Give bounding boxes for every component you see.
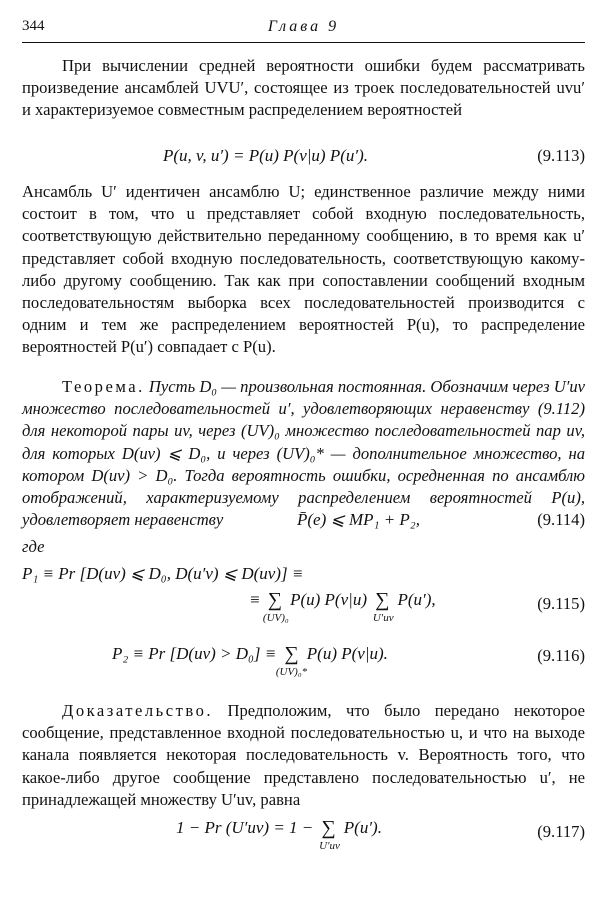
- equation-number-9-113: (9.113): [537, 146, 585, 165]
- equation-number-9-114: (9.114): [537, 510, 585, 529]
- equation-number-9-116: (9.116): [537, 646, 585, 665]
- where-label: где: [22, 537, 45, 556]
- equation-number-9-115: (9.115): [537, 594, 585, 613]
- chapter-title: Глава 9: [267, 18, 340, 35]
- equation-9-113: P(u, v, u′) = P(u) P(v|u) P(u′).: [163, 146, 368, 165]
- paragraph-ensemble: Ансамбль U′ идентичен ансамблю U; единственное различие между ними состоит в том, что u представляет собой входную последовательность, соответствующую действительно переданному сообщению, в то время как u′ представляет собой входную последовательность, соответствующую какому-либо другому сообщению. Так как при сопоставлении сообщений входным последовательностям выборка всех последовательностей производится с одним и тем же распределением вероятностей P(u), то распределение вероятностей P(u′) совпадает с P(u).: [22, 182, 585, 357]
- equation-number-9-117: (9.117): [537, 822, 585, 841]
- header-rule: [22, 42, 585, 43]
- equation-9-115-line2: ≡ ∑ (UV)₀ P(u) P(v|u) ∑ U′uv P(u′),: [250, 589, 436, 624]
- equation-9-117: 1 − Pr (U′uv) = 1 − ∑ U′uv P(u′).: [176, 817, 382, 852]
- proof: [22, 700, 585, 811]
- summation-sign: ∑ U′uv: [372, 589, 394, 624]
- proof-label: Доказательство.: [62, 701, 214, 720]
- theorem-label: Теорема.: [62, 377, 145, 396]
- page-number: 344: [22, 18, 45, 34]
- running-header: [22, 12, 585, 40]
- theorem-body: Пусть D₀ — произвольная постоянная. Обозначим через U′uv множество последовательностей u′, удовлетворяющих неравенству (9.112) для некоторой пары uv, через (UV)₀ множество последовательностей пар uv, для которых D(uv) ⩽ D₀, и через (UV)₀* — дополнительное множество, на котором D(uv) > D₀. Тогда вероятность ошибки, осредненная по ансамблю отображений, характеризуемому распределением вероятностей P(u), удовлетворяет неравенству: [22, 377, 585, 530]
- equation-9-115-line1: P₁ ≡ Pr [D(uv) ⩽ D₀, D(u′v) ⩽ D(uv)] ≡: [22, 564, 304, 583]
- summation-sign: ∑ (UV)₀*: [275, 643, 308, 678]
- equation-9-116: P₂ ≡ Pr [D(uv) > D₀] ≡ ∑ (UV)₀* P(u) P(v|u).: [112, 643, 388, 678]
- summation-sign: ∑ U′uv: [319, 817, 340, 852]
- summation-sign: ∑ (UV)₀: [262, 589, 289, 624]
- equation-9-114: P̄(e) ⩽ MP₁ + P₂,: [297, 510, 420, 529]
- proof-body: Предположим, что было передано некоторое сообщение, представленное входной последовательностью u, и что на выходе канала появляется некоторая последовательность v. Вероятность того, что какое-либо другое сообщение представлено последовательностью u′, не принадлежащей множеству U′uv, равна: [22, 701, 585, 809]
- paragraph-intro: При вычислении средней вероятности ошибки будем рассматривать произведение ансамблей UVU′, состоящее из троек последовательностей uvu′ и характеризуемое совместным распределением вероятностей: [22, 56, 585, 120]
- theorem: [22, 376, 585, 531]
